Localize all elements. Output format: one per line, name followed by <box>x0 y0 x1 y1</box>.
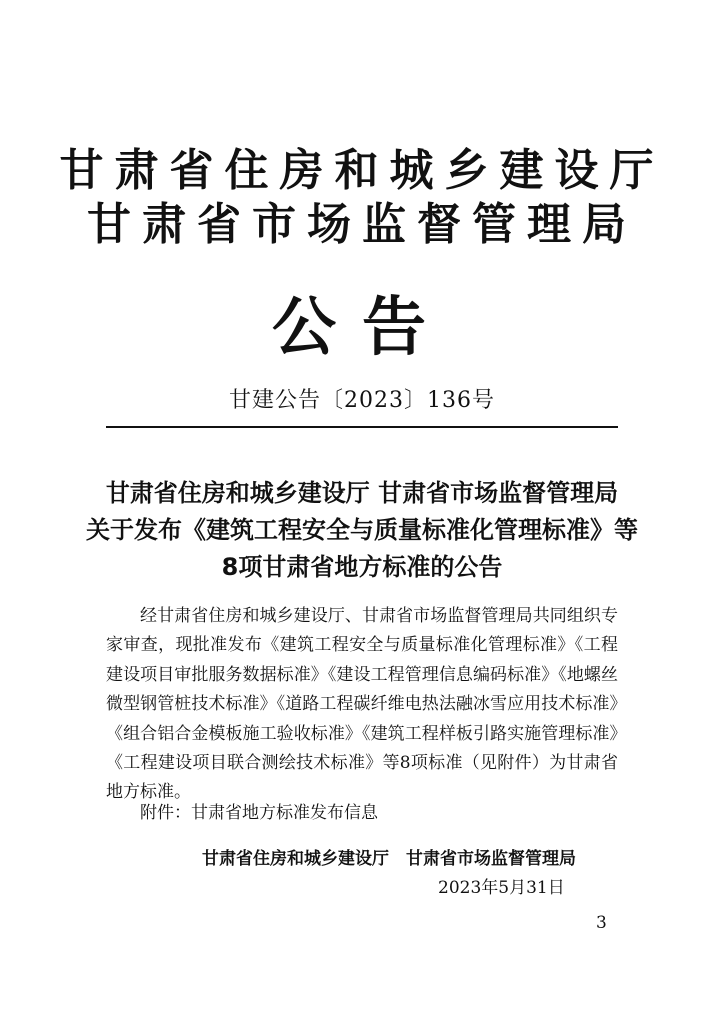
document-type-title: 公告 <box>272 290 452 365</box>
attachment-line: 附件：甘肃省地方标准发布信息 <box>140 803 378 823</box>
signatories: 甘肃省住房和城乡建设厅 甘肃省市场监督管理局 <box>202 849 576 869</box>
issuing-org-1: 甘肃省住房和城乡建设厅 <box>59 145 665 196</box>
document-number: 甘建公告〔2023〕136号 <box>229 388 495 413</box>
body-paragraph: 经甘肃省住房和城乡建设厅、甘肃省市场监督管理局共同组织专家审查，现批准发布《建筑工程安全与质量标准化管理标准》《工程建设项目审批服务数据标准》《建设工程管理信息编码标准》《地螺丝微型钢管桩技术标准》《道路工程碳纤维电热法融冰雪应用技术标准》《组合铝合金模板施工验收标准》《建筑工程样板引路实施管理标准》《工程建设项目联合测绘技术标准》等8项标准（见附件）为甘肃省地方标准。 <box>106 606 618 803</box>
page-number: 3 <box>596 913 607 933</box>
header-divider <box>106 426 618 428</box>
headline-line-2: 关于发布《建筑工程安全与质量标准化管理标准》等 <box>86 516 638 544</box>
headline-line-3: 8项甘肃省地方标准的公告 <box>221 553 503 581</box>
headline-line-1: 甘肃省住房和城乡建设厅 甘肃省市场监督管理局 <box>105 479 619 507</box>
issuing-org-2: 甘肃省市场监督管理局 <box>87 199 637 250</box>
issue-date: 2023年5月31日 <box>438 878 565 898</box>
